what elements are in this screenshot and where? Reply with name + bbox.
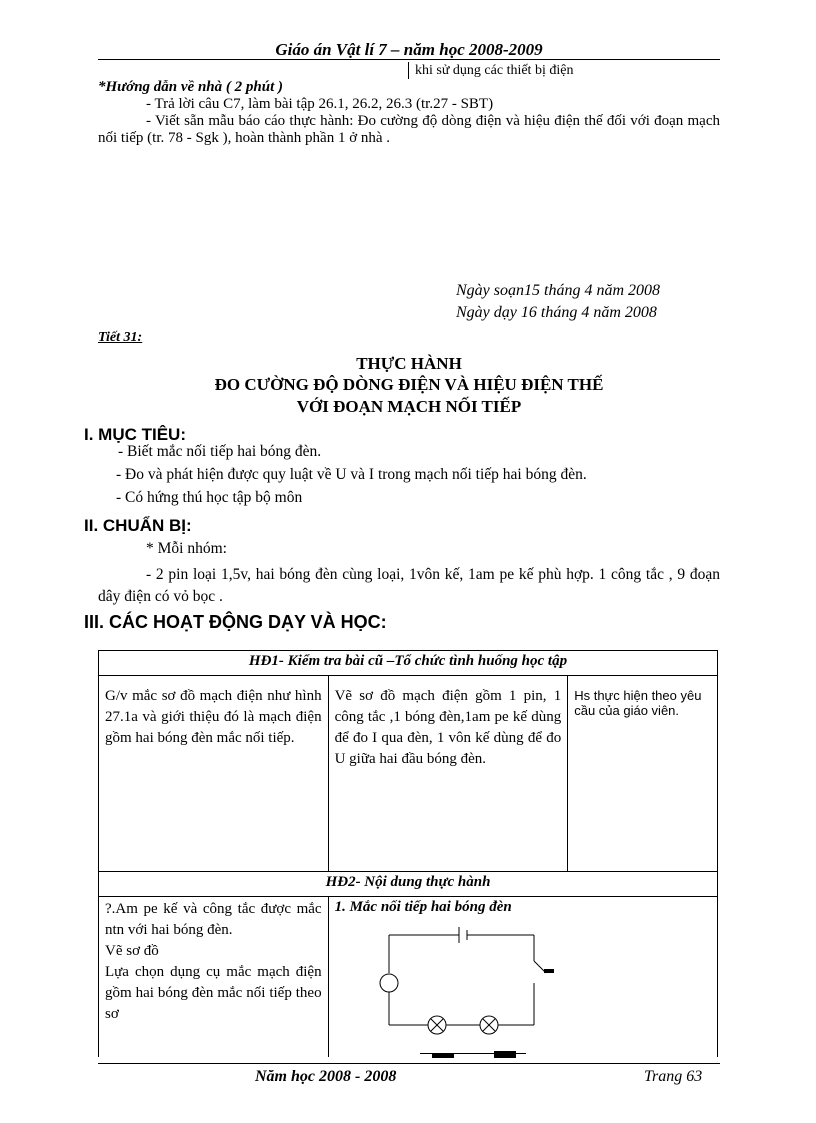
meter-symbol bbox=[380, 974, 398, 992]
homework-item-2: - Viết sẵn mẫu báo cáo thực hành: Đo cường độ dòng điện và hiệu điện thế đối với đoạn mạch nối tiếp (tr. 78 - Sgk ), hoàn thành phần 1 ở nhà . bbox=[98, 113, 720, 146]
lesson-title-3: VỚI ĐOẠN MẠCH NỐI TIẾP bbox=[296, 397, 522, 416]
footer-rule bbox=[98, 1063, 720, 1064]
switch-contact bbox=[544, 969, 554, 973]
date-prepared: Ngày soạn15 tháng 4 năm 2008 bbox=[456, 282, 660, 299]
hd1-teacher-cell: G/v mắc sơ đồ mạch điện như hình 27.1a và giới thiệu đó là mạch điện gồm hai bóng đèn mắc nối tiếp. bbox=[99, 676, 329, 872]
hd2-subtitle: 1. Mắc nối tiếp hai bóng đèn bbox=[334, 899, 512, 915]
objective-item: - Có hứng thú học tập bộ môn bbox=[116, 489, 303, 506]
objectives-heading: I. MỤC TIÊU: bbox=[84, 425, 186, 444]
activities-table bbox=[98, 650, 718, 1057]
hd2-teacher-cell: ?.Am pe kế và công tắc được mắc ntn với hai bóng đèn. Vẽ sơ đồ Lựa chọn dụng cụ mắc mạch điện gồm hai bóng đèn mắc nối tiếp theo sơ bbox=[99, 897, 329, 1057]
page-break-mark bbox=[494, 1051, 516, 1058]
carryover-text: khi sử dụng các thiết bị điện bbox=[408, 62, 573, 79]
hd1-student-cell: Hs thực hiện theo yêu cầu của giáo viên. bbox=[568, 676, 718, 872]
hd1-header: HĐ1- Kiểm tra bài cũ –Tổ chức tình huống học tập bbox=[99, 651, 718, 676]
header-rule bbox=[98, 59, 720, 60]
preparation-heading: II. CHUẨN BỊ: bbox=[84, 516, 192, 535]
date-taught: Ngày dạy 16 tháng 4 năm 2008 bbox=[456, 304, 657, 321]
lesson-title-1: THỰC HÀNH bbox=[356, 354, 462, 373]
hd2-header: HĐ2- Nội dung thực hành bbox=[99, 872, 718, 897]
hd2-content-cell bbox=[328, 897, 717, 1057]
page-break-mark bbox=[432, 1053, 454, 1058]
series-circuit-diagram bbox=[349, 921, 609, 1041]
lesson-title-2: ĐO CƯỜNG ĐỘ DÒNG ĐIỆN VÀ HIỆU ĐIỆN THẾ bbox=[214, 375, 604, 394]
homework-item-1: - Trả lời câu C7, làm bài tập 26.1, 26.2, 26.3 (tr.27 - SBT) bbox=[146, 96, 494, 112]
hd1-content-cell: Vẽ sơ đồ mạch điện gồm 1 pin, 1 công tắc ,1 bóng đèn,1am pe kế dùng để đo I qua đèn, 1 vôn kế dùng để đo U giữa hai đầu bóng đèn. bbox=[328, 676, 568, 872]
homework-heading: *Hướng dẫn về nhà ( 2 phút ) bbox=[98, 79, 283, 95]
preparation-group: * Mỗi nhóm: bbox=[146, 540, 227, 557]
preparation-detail: - 2 pin loại 1,5v, hai bóng đèn cùng loại, 1vôn kế, 1am pe kế phù hợp. 1 công tắc , 9 đoạn dây điện có vỏ bọc . bbox=[98, 566, 720, 605]
lesson-number: Tiết 31: bbox=[98, 330, 143, 345]
footer-year: Năm học 2008 - 2008 bbox=[255, 1068, 397, 1085]
objective-item: - Biết mắc nối tiếp hai bóng đèn. bbox=[118, 443, 322, 460]
objective-item: - Đo và phát hiện được quy luật về U và I trong mạch nối tiếp hai bóng đèn. bbox=[116, 466, 587, 483]
footer-page-number: Trang 63 bbox=[644, 1068, 703, 1085]
page-header-title: Giáo án Vật lí 7 – năm học 2008-2009 bbox=[275, 40, 543, 59]
activities-heading: III. CÁC HOẠT ĐỘNG DẠY VÀ HỌC: bbox=[84, 612, 387, 632]
